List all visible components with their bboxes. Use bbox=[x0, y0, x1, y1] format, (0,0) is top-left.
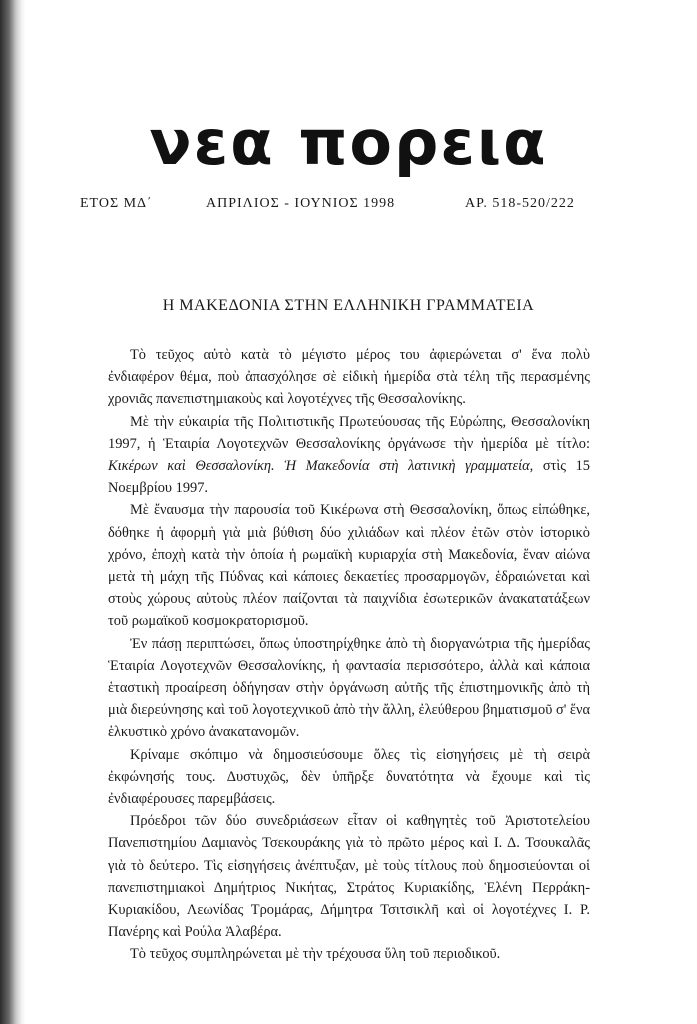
paragraph: Τὸ τεῦχος συμπληρώνεται μὲ τὴν τρέχουσα ὕλη τοῦ περιοδικοῦ. bbox=[130, 946, 501, 963]
paragraph bbox=[108, 411, 590, 500]
paragraph-text: Μὲ τὴν εὐκαιρία τῆς Πολιτιστικῆς Πρωτεύουσας τῆς Εὐρώπης, Θεσσαλονίκη 1997, ἡ Ἑταιρία Λογοτεχνῶν Θεσσαλονίκης ὀργάνωσε τὴν ἡμερίδα μὲ τίτλο: bbox=[108, 413, 590, 452]
paragraph-text: , στὶς 15 Νοεμβρίου 1997. bbox=[108, 458, 591, 497]
issue-info bbox=[0, 196, 697, 216]
magazine-masthead: νεα πορεια bbox=[149, 106, 548, 179]
paragraph: Μὲ ἔναυσμα τὴν παρουσία τοῦ Κικέρωνα στὴ Θεσσαλονίκη, ὅπως εἰπώθηκε, δόθηκε ἡ ἀφορμὴ γιὰ μιὰ βύθιση δύο χιλιάδων καὶ πλέον ἐτῶν στὸν ἱστορικὸ χρόνο, ἐποχὴ κατὰ τὴν ὁποία ἡ ρωμαϊκὴ κυριαρχία στὴ Μακεδονία, ἕναν αἰώνα μετὰ τὴ μάχη τῆς Πύδνας καὶ κάποιες δεκαετίες προσαρμογῶν, ἑδραιώνεται καὶ στοὺς χώρους αὐτοὺς πλέον παίζονται τὰ παιχνίδια ἐσωτερικῶν ἀνακατατάξεων τοῦ ρωμαϊκοῦ κοσμοκρατορισμοῦ. bbox=[108, 502, 590, 630]
paragraph: Ἐν πάσῃ περιπτώσει, ὅπως ὑποστηρίχθηκε ἀπὸ τὴ διοργανώτρια τῆς ἡμερίδας Ἑταιρία Λογοτεχνῶν Θεσσαλονίκης, ἡ φαντασία περισσότερο, ἀλλὰ καὶ κάποια ἑταστικὴ προαίρεση ὁδήγησαν στὴν ὀργάνωση αὐτῆς τῆς ἐπιστημονικῆς ἀπὸ τὴ μιὰ διερεύνησης καὶ τοῦ λογοτεχνικοῦ ἀπὸ τὴν ἄλλη, ἐλεύθερου βηματισμοῦ σ' ἕνα ἑλκυστικὸ χρόνο ἀνακατανομῶν. bbox=[108, 635, 590, 741]
italic-event-title: Κικέρων καὶ Θεσσαλονίκη. Ἡ Μακεδονία στὴ λατινικὴ γραμματεία bbox=[108, 458, 530, 475]
issue-year: ΕΤΟΣ ΜΔ΄ bbox=[80, 196, 153, 211]
article-title: Η ΜΑΚΕΔΟΝΙΑ ΣΤΗΝ ΕΛΛΗΝΙΚΗ ΓΡΑΜΜΑΤΕΙΑ bbox=[162, 297, 535, 314]
paragraph: Πρόεδροι τῶν δύο συνεδριάσεων εἶταν οἱ καθηγητὲς τοῦ Ἀριστοτελείου Πανεπιστημίου Δαμιανὸς Τσεκουράκης γιὰ τὸ πρῶτο μέρος καὶ Ι. Δ. Τσουκαλᾶς γιὰ τὸ δεύτερο. Τὶς εἰσηγήσεις ἀνέπτυξαν, μὲ τοὺς τίτλους ποὺ δημοσιεύονται οἱ πανεπιστημιακοὶ Δημήτριος Νικήτας, Στράτος Κυριακίδης, Ἑλένη Περράκη-Κυριακίδου, Λεωνίδας Τρομάρας, Δήμητρα Τσιτσικλῆ καὶ οἱ λογοτέχνες Ι. Ρ. Πανέρης καὶ Ρούλα Ἀλαβέρα. bbox=[108, 813, 590, 941]
issue-period: ΑΠΡΙΛΙΟΣ - ΙΟΥΝΙΟΣ 1998 bbox=[206, 196, 396, 211]
paragraph: Κρίναμε σκόπιμο νὰ δημοσιεύσουμε ὅλες τὶς εἰσηγήσεις μὲ τὴ σειρὰ ἐκφώνησής τους. Δυστυχῶς, δὲν ὑπῆρξε δυνατότητα νὰ ἔχουμε καὶ τὶς ἐνδιαφέρουσες παρεμβάσεις. bbox=[108, 746, 590, 808]
paragraph: Τὸ τεῦχος αὐτὸ κατὰ τὸ μέγιστο μέρος του ἀφιερώνεται σ' ἕνα πολὺ ἐνδιαφέρον θέμα, ποὺ ἀπασχόλησε σὲ εἰδικὴ ἡμερίδα στὰ τέλη τῆς περασμένης χρονιᾶς πανεπιστημιακοὺς καὶ λογοτέχνες τῆς Θεσσαλονίκης. bbox=[108, 347, 590, 408]
issue-number: ΑΡ. 518-520/222 bbox=[465, 196, 575, 211]
article-body bbox=[108, 344, 590, 966]
